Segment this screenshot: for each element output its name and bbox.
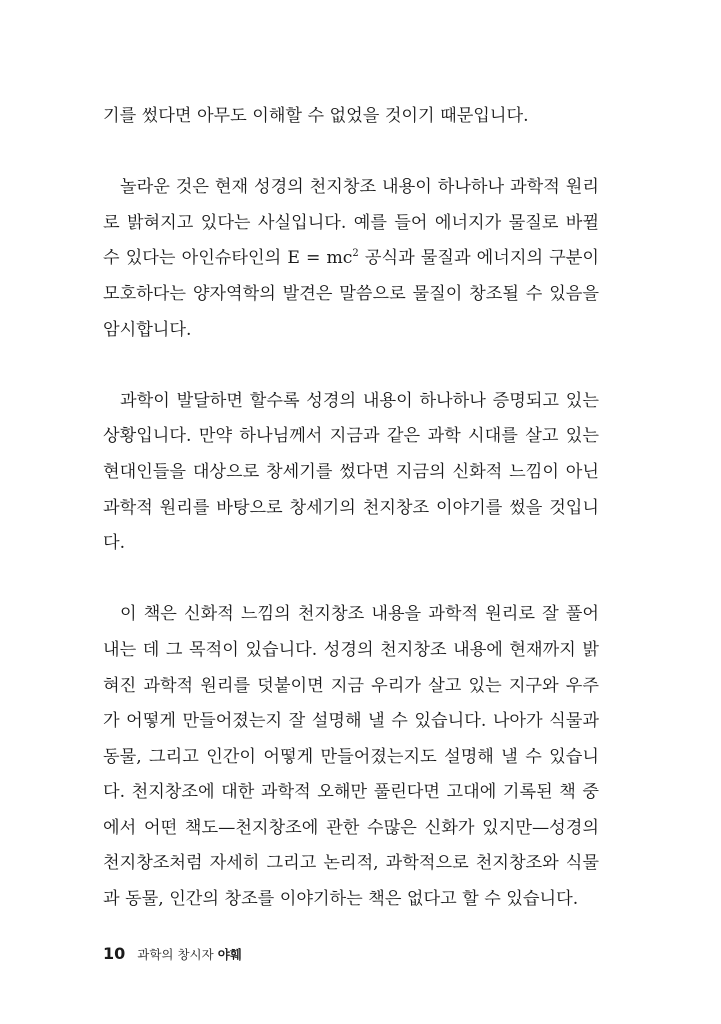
paragraph-book-purpose	[103, 597, 599, 917]
paragraph-continuation	[103, 99, 599, 135]
paragraph-text-before-formula: 놀라운 것은 현재 성경의 천지창조 내용이 하나하나 과학적 원리로 밝혀지고 있다는 사실입니다. 예를 들어 에너지가 물질로 바뀔 수 있다는 아인슈타인의 E = mc	[103, 177, 599, 269]
page-footer	[103, 944, 242, 964]
paragraph-text: 과학이 발달하면 할수록 성경의 내용이 하나하나 증명되고 있는 상황입니다. 만약 하나님께서 지금과 같은 과학 시대를 살고 있는 현대인들을 대상으로 창세기를 썼다면 지금의 신화적 느낌이 아닌 과학적 원리를 바탕으로 창세기의 천지창조 이야기를 썼을 것입니다.	[103, 390, 599, 554]
paragraph-science-discovery	[103, 170, 599, 348]
paragraph-text: 기를 썼다면 아무도 이해할 수 없었을 것이기 때문입니다.	[103, 106, 529, 126]
running-title: 과학의 창시자	[137, 947, 214, 962]
paragraph-text: 이 책은 신화적 느낌의 천지창조 내용을 과학적 원리로 잘 풀어내는 데 그 목적이 있습니다. 성경의 천지창조 내용에 현재까지 밝혀진 과학적 원리를 덧붙이면 지금 우리가 살고 있는 지구와 우주가 어떻게 만들어졌는지 잘 설명해 낼 수 있습니다. 나아가 식물과 동물, 그리고 인간이 어떻게 만들어졌는지도 설명해 낼 수 있습니다. 천지창조에 대한 과학적 오해만 풀린다면 고대에 기록된 책 중에서 어떤 책도—천지창조에 관한 수많은 신화가 있지만—성경의 천지창조처럼 자세히 그리고 논리적, 과학적으로 천지창조와 식물과 동물, 인간의 창조를 이야기하는 책은 없다고 할 수 있습니다.	[103, 604, 599, 910]
running-title-emphasis: 야훼	[217, 947, 242, 962]
body-text	[103, 99, 599, 918]
paragraph-science-progress	[103, 384, 599, 562]
formula-exponent: 2	[352, 248, 359, 260]
page-number: 10	[103, 944, 126, 963]
paragraph-text-after-formula: 공식과 물질과 에너지의 구분이 모호하다는 양자역학의 발견은 말씀으로 물질이 창조될 수 있음을 암시합니다.	[103, 248, 599, 340]
